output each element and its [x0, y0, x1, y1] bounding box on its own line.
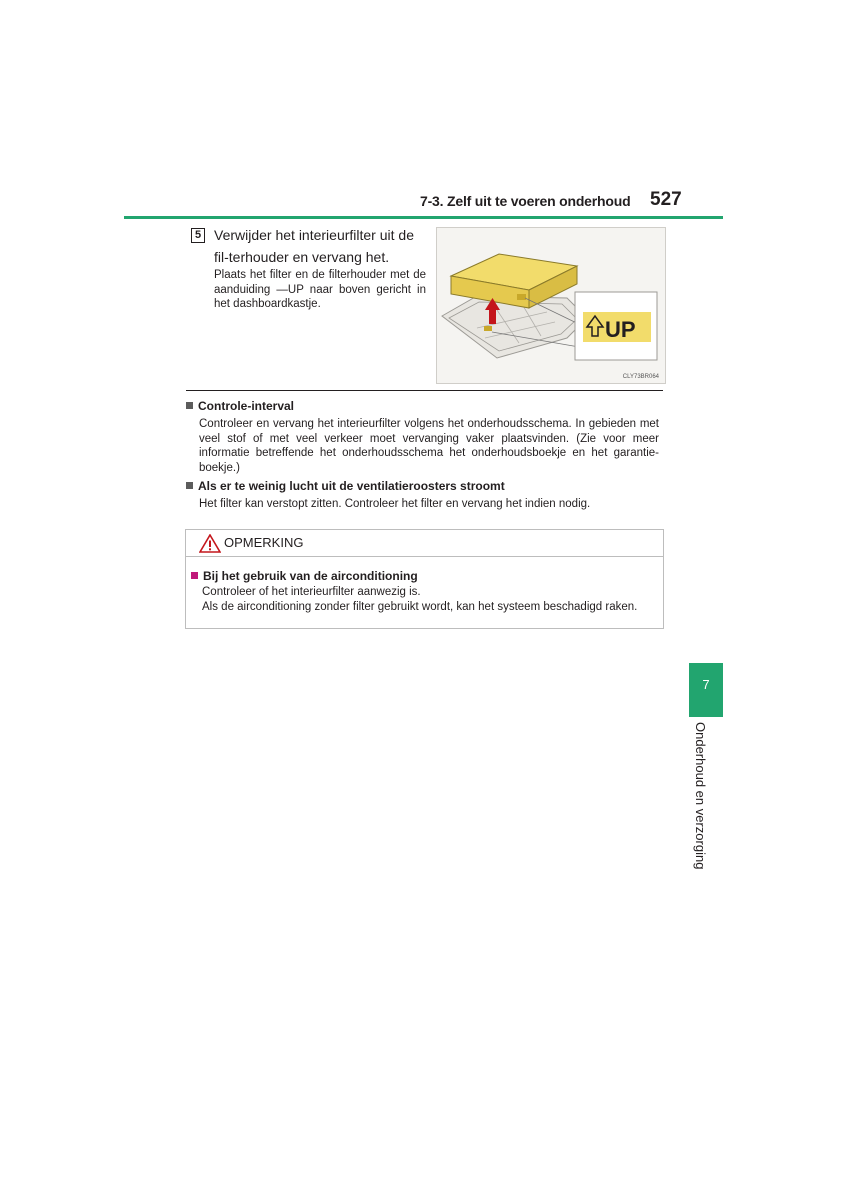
section-heading-interval: Controle-interval — [186, 399, 294, 413]
chapter-label: Onderhoud en verzorging — [693, 722, 708, 870]
section-body-interval: Controleer en vervang het interieurfilter volgens het onderhoudsschema. In gebieden met veel stof of met veel verkeer moet vervanging vaker plaatsvinden. (Zie voor meer informatie betreffende het onderhoudsschema het onderhoudsboekje en het garantie-boekje.) — [199, 418, 659, 474]
notice-title: OPMERKING — [224, 535, 304, 550]
bullet-square-icon — [191, 572, 198, 579]
figure-code: CLY73BR064 — [622, 374, 659, 380]
step-instruction: Verwijder het interieurfilter uit de fil-terhouder en vervang het. — [214, 227, 414, 265]
step-note: Plaats het filter en de filterhouder met de aanduiding ―UP naar boven gericht in het dashboardkastje. — [214, 269, 426, 310]
bullet-square-icon — [186, 402, 193, 409]
filter-illustration — [436, 227, 666, 384]
filter-drawing — [437, 228, 665, 383]
notice-divider — [186, 556, 663, 557]
chapter-tab: 7 — [689, 663, 723, 717]
page-number: 527 — [650, 189, 682, 210]
notice-heading: Bij het gebruik van de airconditioning — [191, 569, 418, 583]
header-section-title: 7-3. Zelf uit te voeren onderhoud — [420, 193, 631, 209]
section-divider — [186, 390, 663, 391]
step-number-badge: 5 — [191, 228, 205, 243]
notice-box — [185, 529, 664, 629]
notice-line: Als de airconditioning zonder filter gebruikt wordt, kan het systeem beschadigd raken. — [202, 601, 638, 613]
notice-body — [202, 585, 657, 615]
notice-line: Controleer of het interieurfilter aanwezig is. — [202, 586, 421, 598]
header-rule — [124, 216, 723, 219]
section-body-airflow: Het filter kan verstopt zitten. Controleer het filter en vervang het indien nodig. — [199, 498, 591, 510]
up-label: UP — [605, 317, 636, 342]
section-heading-airflow: Als er te weinig lucht uit de ventilatieroosters stroomt — [186, 479, 505, 493]
warning-icon — [199, 534, 221, 553]
bullet-square-icon — [186, 482, 193, 489]
